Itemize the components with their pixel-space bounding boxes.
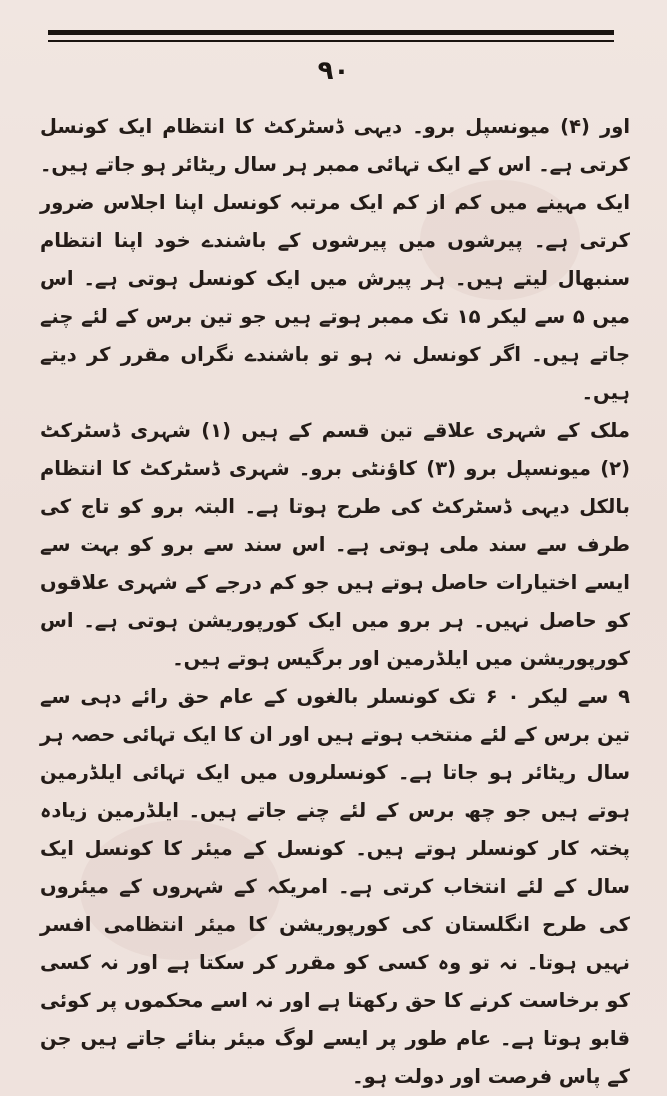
header-rule-thin bbox=[48, 40, 614, 42]
paragraph-rural-councils: اور (۴) میونسپل برو۔ دیہی ڈسٹرکٹ کا انتظام ایک کونسل کرتی ہے۔ اس کے ایک تہائی ممبر ہر سال ریٹائر ہو جاتے ہیں۔ ایک مہینے میں کم از کم ایک مرتبہ کونسل اپنا اجلاس ضرور کرتی ہے۔ پیرشوں میں پیرشوں کے باشندے خود اپنا انتظام سنبھال لیتے ہیں۔ ہر پیرش میں ایک کونسل ہوتی ہے۔ اس میں ۵ سے لیکر ۱۵ تک ممبر ہوتے ہیں جو تین برس کے لئے چنے جاتے ہیں۔ اگر کونسل نہ ہو تو باشندے نگراں مقرر کر دیتے ہیں۔ bbox=[40, 115, 631, 404]
header-rule-thick bbox=[48, 30, 614, 35]
paragraph-urban-areas: ملک کے شہری علاقے تین قسم کے ہیں (۱) شہری ڈسٹرکٹ (۲) میونسپل برو (۳) کاؤنٹی برو۔ شہری ڈسٹرکٹ کا انتظام بالکل دیہی ڈسٹرکٹ کی طرح ہوتا ہے۔ البتہ برو کو تاج کی طرف سے سند ملی ہوتی ہے۔ اس سند سے برو کو بہت سے ایسے اختیارات حاصل ہوتے ہیں جو کم درجے کے شہری علاقوں کو حاصل نہیں۔ ہر برو میں ایک کورپوریشن ہوتی ہے۔ اس کورپوریشن میں ایلڈرمین اور برگیس ہوتے ہیں۔ bbox=[40, 419, 630, 670]
paragraph-councillors-mayor: ۹ سے لیکر ۰ ۶ تک کونسلر بالغوں کے عام حق رائے دہی سے تین برس کے لئے منتخب ہوتے ہیں اور ان کا ایک تہائی حصہ ہر سال ریٹائر ہو جاتا ہے۔ کونسلروں میں ایک تہائی ایلڈرمین ہوتے ہیں جو چھ برس کے لئے چنے جاتے ہیں۔ ایلڈرمین زیادہ پختہ کار کونسلر ہوتے ہیں۔ کونسل کے میئر کا کونسل ایک سال کے لئے انتخاب کرتی ہے۔ امریکہ کے شہروں کے میئروں کی طرح انگلستان کی کورپوریشن کا میئر انتظامی افسر نہیں ہوتا۔ نہ تو وہ کسی کو مقرر کر سکتا ہے اور نہ کسی کو برخاست کرنے کا حق رکھتا ہے اور نہ اسے محکموں پر کوئی قابو ہوتا ہے۔ عام طور پر ایسے لوگ میئر بنائے جاتے ہیں جن کے پاس فرصت اور دولت ہو۔ bbox=[40, 685, 630, 1088]
page-body-text bbox=[40, 108, 630, 1096]
page-number: ۹۰ bbox=[317, 56, 350, 86]
